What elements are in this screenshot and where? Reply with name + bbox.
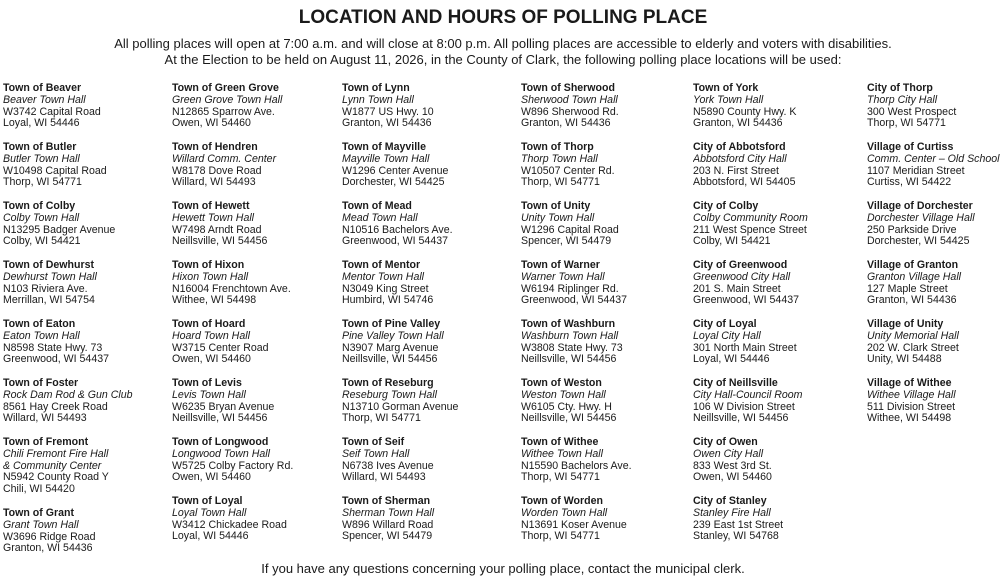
city-state-zip: Willard, WI 54493	[172, 176, 256, 189]
city-state-zip: Curtiss, WI 54422	[867, 176, 952, 189]
municipality-name: Town of Beaver	[3, 83, 82, 94]
polling-place-name: Reseburg Town Hall	[342, 388, 438, 401]
city-state-zip: Dorchester, WI 54425	[867, 235, 970, 248]
municipality-name: Town of Loyal	[172, 496, 243, 507]
polling-place-entry	[693, 142, 868, 201]
polling-place-name: Worden Town Hall	[521, 506, 608, 519]
municipality-name: Town of Colby	[3, 201, 76, 212]
city-state-zip: Neillsville, WI 54456	[172, 235, 268, 248]
polling-place-name: Green Grove Town Hall	[172, 93, 283, 106]
street-address: N3907 Marg Avenue	[342, 341, 439, 354]
polling-place-entry	[693, 496, 868, 555]
street-address: N8598 State Hwy. 73	[3, 341, 103, 354]
polling-place-name: Withee Town Hall	[521, 447, 603, 460]
polling-place-entry	[342, 378, 517, 437]
polling-place-entry	[521, 319, 696, 378]
city-state-zip: Thorp, WI 54771	[867, 117, 946, 130]
street-address: N15590 Bachelors Ave.	[521, 459, 632, 472]
polling-place-name: Hewett Town Hall	[172, 211, 255, 224]
municipality-name: City of Colby	[693, 201, 759, 212]
street-address: W3412 Chickadee Road	[172, 518, 287, 531]
polling-place-name: Comm. Center – Old School	[867, 152, 1000, 165]
municipality-name: Village of Granton	[867, 260, 959, 271]
street-address: 239 East 1st Street	[693, 518, 784, 531]
street-address: 106 W Division Street	[693, 400, 795, 413]
city-state-zip: Withee, WI 54498	[867, 412, 952, 425]
polling-place-entry	[867, 319, 1006, 378]
polling-place-name: Eaton Town Hall	[3, 329, 80, 342]
street-address: 301 North Main Street	[693, 341, 797, 354]
street-address: W5725 Colby Factory Rd.	[172, 459, 294, 472]
column-1	[3, 83, 178, 567]
street-address: W3696 Ridge Road	[3, 530, 96, 543]
municipality-name: Town of Mead	[342, 201, 412, 212]
city-state-zip: Spencer, WI 54479	[342, 530, 433, 543]
polling-place-entry	[867, 201, 1006, 260]
polling-place-entry	[867, 378, 1006, 437]
city-state-zip: Owen, WI 54460	[172, 353, 251, 366]
polling-place-name: York Town Hall	[693, 93, 764, 106]
municipality-name: Town of Hewett	[172, 201, 250, 212]
polling-place-entry	[172, 142, 347, 201]
polling-place-name: Chili Fremont Fire Hall	[3, 447, 109, 460]
polling-place-entry	[342, 496, 517, 555]
city-state-zip: Granton, WI 54436	[3, 542, 93, 555]
city-state-zip: Neillsville, WI 54456	[521, 353, 617, 366]
polling-place-name: Stanley Fire Hall	[693, 506, 771, 519]
street-address: W3742 Capital Road	[3, 105, 101, 118]
municipality-name: Town of Washburn	[521, 319, 616, 330]
polling-place-entry	[172, 378, 347, 437]
municipality-name: Town of Seif	[342, 437, 405, 448]
polling-place-entry	[693, 319, 868, 378]
street-address: W10498 Capital Road	[3, 164, 107, 177]
polling-place-entry	[521, 378, 696, 437]
polling-place-entry	[342, 437, 517, 496]
city-state-zip: Stanley, WI 54768	[693, 530, 779, 543]
polling-place-entry	[521, 83, 696, 142]
polling-place-entry	[693, 201, 868, 260]
municipality-name: Town of Green Grove	[172, 83, 279, 94]
polling-place-name: Owen City Hall	[693, 447, 764, 460]
polling-place-name: Beaver Town Hall	[3, 93, 86, 106]
polling-place-entry	[172, 496, 347, 555]
city-state-zip: Owen, WI 54460	[693, 471, 772, 484]
polling-place-entry	[693, 437, 868, 496]
polling-place-name: Hixon Town Hall	[172, 270, 249, 283]
municipality-name: Town of Lynn	[342, 83, 410, 94]
polling-place-name: Loyal Town Hall	[172, 506, 247, 519]
city-state-zip: Chili, WI 54420	[3, 483, 75, 496]
polling-place-name: Loyal City Hall	[693, 329, 761, 342]
city-state-zip: Colby, WI 54421	[693, 235, 771, 248]
street-address: W3808 State Hwy. 73	[521, 341, 623, 354]
street-address: W6194 Riplinger Rd.	[521, 282, 619, 295]
polling-place-name: Colby Town Hall	[3, 211, 80, 224]
polling-place-name: & Community Center	[3, 459, 102, 472]
polling-place-name: Thorp Town Hall	[521, 152, 598, 165]
street-address: W8178 Dove Road	[172, 164, 262, 177]
city-state-zip: Merrillan, WI 54754	[3, 294, 95, 307]
polling-place-entry	[3, 201, 178, 260]
street-address: N3049 King Street	[342, 282, 429, 295]
city-state-zip: Thorp, WI 54771	[521, 471, 600, 484]
municipality-name: City of Loyal	[693, 319, 757, 330]
city-state-zip: Dorchester, WI 54425	[342, 176, 445, 189]
polling-place-name: Greenwood City Hall	[693, 270, 791, 283]
city-state-zip: Owen, WI 54460	[172, 117, 251, 130]
polling-place-entry	[342, 319, 517, 378]
polling-place-entry	[521, 496, 696, 555]
city-state-zip: Granton, WI 54436	[693, 117, 783, 130]
polling-place-entry	[172, 83, 347, 142]
polling-place-name: Levis Town Hall	[172, 388, 246, 401]
city-state-zip: Thorp, WI 54771	[3, 176, 82, 189]
street-address: 833 West 3rd St.	[693, 459, 772, 472]
polling-place-name: Abbotsford City Hall	[693, 152, 787, 165]
municipality-name: Town of Grant	[3, 508, 75, 519]
polling-place-entry	[172, 260, 347, 319]
polling-place-name: Mead Town Hall	[342, 211, 418, 224]
municipality-name: Town of Longwood	[172, 437, 269, 448]
intro-line-1: All polling places will open at 7:00 a.m. and will close at 8:00 p.m. All polling places are accessible to elderly and voters with disabilities.	[114, 36, 892, 51]
municipality-name: Town of Dewhurst	[3, 260, 95, 271]
polling-place-entry	[867, 142, 1006, 201]
polling-place-name: Seif Town Hall	[342, 447, 410, 460]
city-state-zip: Abbotsford, WI 54405	[693, 176, 796, 189]
polling-place-entry	[342, 142, 517, 201]
municipality-name: City of Stanley	[693, 496, 767, 507]
polling-place-entry	[521, 201, 696, 260]
municipality-name: Town of Mayville	[342, 142, 426, 153]
city-state-zip: Loyal, WI 54446	[3, 117, 80, 130]
polling-place-entry	[172, 437, 347, 496]
city-state-zip: Humbird, WI 54746	[342, 294, 434, 307]
city-state-zip: Colby, WI 54421	[3, 235, 81, 248]
street-address: W6235 Bryan Avenue	[172, 400, 275, 413]
street-address: N13710 Gorman Avenue	[342, 400, 459, 413]
street-address: 1107 Meridian Street	[867, 164, 965, 177]
municipality-name: Town of Weston	[521, 378, 602, 389]
city-state-zip: Greenwood, WI 54437	[693, 294, 799, 307]
city-state-zip: Granton, WI 54436	[342, 117, 432, 130]
city-state-zip: Granton, WI 54436	[867, 294, 957, 307]
municipality-name: Town of Unity	[521, 201, 591, 212]
intro-text	[0, 36, 1006, 68]
street-address: 211 West Spence Street	[693, 223, 807, 236]
polling-place-name: Dewhurst Town Hall	[3, 270, 97, 283]
polling-place-name: Mentor Town Hall	[342, 270, 425, 283]
polling-place-entry	[3, 508, 178, 567]
street-address: N103 Riviera Ave.	[3, 282, 88, 295]
polling-place-entry	[342, 83, 517, 142]
city-state-zip: Thorp, WI 54771	[521, 176, 600, 189]
street-address: N13691 Koser Avenue	[521, 518, 627, 531]
street-address: 511 Division Street	[867, 400, 956, 413]
city-state-zip: Withee, WI 54498	[172, 294, 257, 307]
city-state-zip: Owen, WI 54460	[172, 471, 251, 484]
polling-place-entry	[342, 201, 517, 260]
polling-place-name: Hoard Town Hall	[172, 329, 250, 342]
city-state-zip: Loyal, WI 54446	[172, 530, 249, 543]
municipality-name: City of Greenwood	[693, 260, 788, 271]
polling-place-name: Thorp City Hall	[867, 93, 938, 106]
street-address: N16004 Frenchtown Ave.	[172, 282, 291, 295]
polling-place-name: Sherman Town Hall	[342, 506, 435, 519]
municipality-name: Town of Reseburg	[342, 378, 434, 389]
city-state-zip: Greenwood, WI 54437	[521, 294, 627, 307]
street-address: N13295 Badger Avenue	[3, 223, 116, 236]
polling-place-entry	[3, 83, 178, 142]
polling-place-name: Withee Village Hall	[867, 388, 956, 401]
polling-place-name: Warner Town Hall	[521, 270, 605, 283]
street-address: 203 N. First Street	[693, 164, 779, 177]
polling-place-entry	[3, 378, 178, 437]
polling-place-entry	[867, 83, 1006, 142]
municipality-name: Town of Foster	[3, 378, 79, 389]
footer-note: If you have any questions concerning your polling place, contact the municipal clerk.	[261, 561, 745, 576]
municipality-name: City of Neillsville	[693, 378, 778, 389]
municipality-name: Town of Sherman	[342, 496, 431, 507]
street-address: 8561 Hay Creek Road	[3, 400, 108, 413]
municipality-name: Town of Eaton	[3, 319, 76, 330]
city-state-zip: Willard, WI 54493	[342, 471, 426, 484]
city-state-zip: Neillsville, WI 54456	[172, 412, 268, 425]
polling-place-entry	[172, 319, 347, 378]
polling-place-entry	[867, 260, 1006, 319]
polling-place-name: Dorchester Village Hall	[867, 211, 975, 224]
polling-place-name: Colby Community Room	[693, 211, 808, 224]
street-address: N6738 Ives Avenue	[342, 459, 434, 472]
column-6	[867, 83, 1006, 437]
polling-place-entry	[3, 319, 178, 378]
polling-place-name: Longwood Town Hall	[172, 447, 270, 460]
street-address: 127 Maple Street	[867, 282, 948, 295]
street-address: W1296 Center Avenue	[342, 164, 449, 177]
street-address: W896 Willard Road	[342, 518, 434, 531]
street-address: W1296 Capital Road	[521, 223, 619, 236]
column-5	[693, 83, 868, 555]
column-2	[172, 83, 347, 555]
municipality-name: Village of Dorchester	[867, 201, 973, 212]
city-state-zip: Neillsville, WI 54456	[693, 412, 789, 425]
polling-place-name: Lynn Town Hall	[342, 93, 414, 106]
polling-place-name: Weston Town Hall	[521, 388, 606, 401]
polling-place-entry	[342, 260, 517, 319]
municipality-name: Town of Pine Valley	[342, 319, 441, 330]
street-address: N12865 Sparrow Ave.	[172, 105, 275, 118]
street-address: N10516 Bachelors Ave.	[342, 223, 453, 236]
city-state-zip: Neillsville, WI 54456	[521, 412, 617, 425]
municipality-name: City of Abbotsford	[693, 142, 786, 153]
city-state-zip: Spencer, WI 54479	[521, 235, 612, 248]
page-title: LOCATION AND HOURS OF POLLING PLACE	[298, 7, 708, 28]
municipality-name: Town of Mentor	[342, 260, 421, 271]
city-state-zip: Loyal, WI 54446	[693, 353, 770, 366]
polling-place-name: Washburn Town Hall	[521, 329, 619, 342]
street-address: W6105 Cty. Hwy. H	[521, 400, 612, 413]
city-state-zip: Willard, WI 54493	[3, 412, 87, 425]
polling-place-name: Unity Memorial Hall	[867, 329, 959, 342]
municipality-name: Town of Hoard	[172, 319, 246, 330]
polling-place-entry	[693, 378, 868, 437]
polling-place-name: Unity Town Hall	[521, 211, 595, 224]
municipality-name: Town of Worden	[521, 496, 603, 507]
street-address: N5890 County Hwy. K	[693, 105, 797, 118]
municipality-name: Town of Butler	[3, 142, 77, 153]
polling-place-entry	[521, 142, 696, 201]
municipality-name: Town of Thorp	[521, 142, 594, 153]
street-address: W3715 Center Road	[172, 341, 269, 354]
municipality-name: Village of Unity	[867, 319, 944, 330]
city-state-zip: Neillsville, WI 54456	[342, 353, 438, 366]
street-address: 201 S. Main Street	[693, 282, 781, 295]
column-4	[521, 83, 696, 555]
city-state-zip: Thorp, WI 54771	[521, 530, 600, 543]
municipality-name: City of Thorp	[867, 83, 933, 94]
street-address: W896 Sherwood Rd.	[521, 105, 619, 118]
municipality-name: Town of Warner	[521, 260, 600, 271]
city-state-zip: Granton, WI 54436	[521, 117, 611, 130]
polling-place-name: Sherwood Town Hall	[521, 93, 618, 106]
municipality-name: Town of Levis	[172, 378, 242, 389]
polling-place-name: Pine Valley Town Hall	[342, 329, 444, 342]
city-state-zip: Greenwood, WI 54437	[3, 353, 109, 366]
polling-place-entry	[172, 201, 347, 260]
city-state-zip: Greenwood, WI 54437	[342, 235, 448, 248]
street-address: W1877 US Hwy. 10	[342, 105, 434, 118]
street-address: 202 W. Clark Street	[867, 341, 959, 354]
polling-place-name: Mayville Town Hall	[342, 152, 430, 165]
polling-place-name: Willard Comm. Center	[172, 152, 277, 165]
municipality-name: City of Owen	[693, 437, 758, 448]
street-address: W10507 Center Rd.	[521, 164, 615, 177]
polling-place-entry	[693, 260, 868, 319]
municipality-name: Town of Withee	[521, 437, 599, 448]
municipality-name: Town of York	[693, 83, 759, 94]
street-address: W7498 Arndt Road	[172, 223, 262, 236]
polling-place-entry	[3, 142, 178, 201]
street-address: N5942 County Road Y	[3, 471, 109, 484]
polling-place-name: Rock Dam Rod & Gun Club	[3, 388, 133, 401]
polling-place-name: Butler Town Hall	[3, 152, 80, 165]
municipality-name: Town of Fremont	[3, 437, 89, 448]
municipality-name: Village of Withee	[867, 378, 952, 389]
street-address: 250 Parkside Drive	[867, 223, 957, 236]
polling-place-entry	[521, 260, 696, 319]
street-address: 300 West Prospect	[867, 105, 957, 118]
intro-line-2: At the Election to be held on August 11, 2026, in the County of Clark, the following polling place locations will be used:	[164, 52, 842, 67]
polling-place-name: Grant Town Hall	[3, 518, 79, 531]
polling-place-entry	[3, 260, 178, 319]
city-state-zip: Thorp, WI 54771	[342, 412, 421, 425]
polling-place-entry	[521, 437, 696, 496]
polling-place-entry	[693, 83, 868, 142]
municipality-name: Town of Hendren	[172, 142, 258, 153]
municipality-name: Village of Curtiss	[867, 142, 954, 153]
municipality-name: Town of Hixon	[172, 260, 245, 271]
city-state-zip: Unity, WI 54488	[867, 353, 942, 366]
polling-place-name: City Hall-Council Room	[693, 388, 803, 401]
polling-place-name: Granton Village Hall	[867, 270, 962, 283]
municipality-name: Town of Sherwood	[521, 83, 615, 94]
polling-place-entry	[3, 437, 178, 508]
column-3	[342, 83, 517, 555]
